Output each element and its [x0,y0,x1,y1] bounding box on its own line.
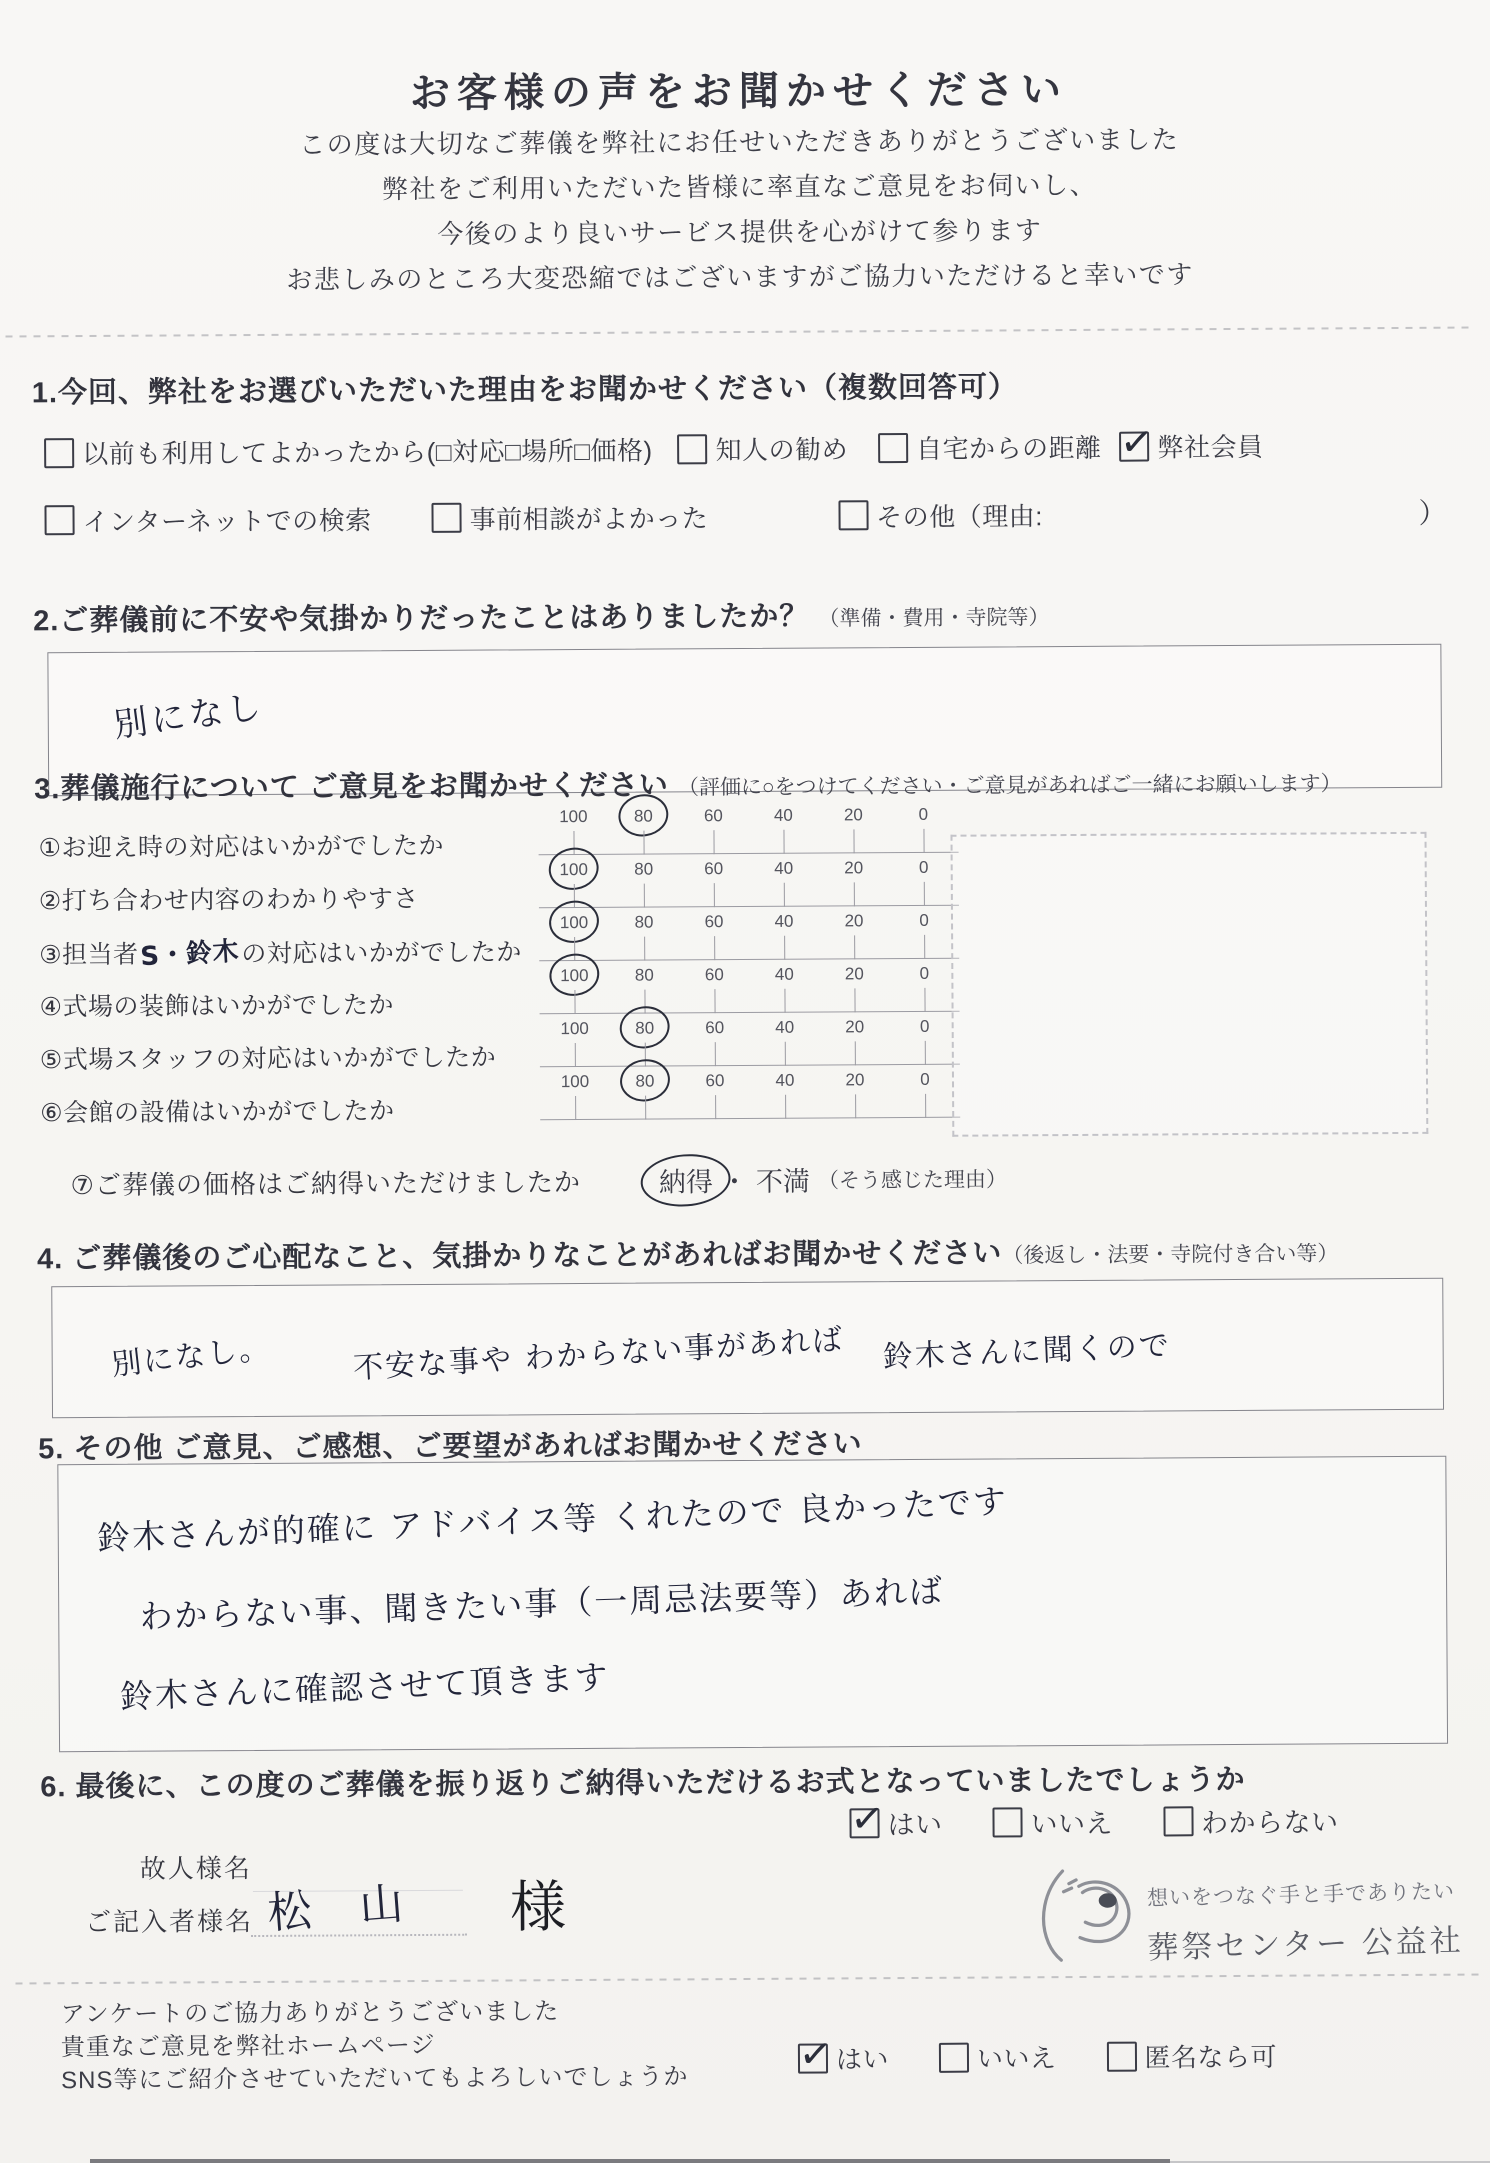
rating-scale [538,803,958,859]
checkbox-label: はい [835,2044,890,2075]
scale-value[interactable]: 0 [919,910,929,930]
checkbox[interactable] [44,438,74,468]
checkbox-label: インターネットでの検索 [82,504,372,537]
scale-value[interactable]: 60 [705,1071,725,1091]
checkbox-option [44,500,371,539]
q3-price-row [70,1154,1007,1207]
checkbox-label: 匿名なら可 [1144,2041,1278,2073]
checkbox-option [992,1802,1113,1842]
rating-row-label: ⑥会館の設備はいかがでしたか [40,1097,395,1128]
scale-cell [889,962,959,986]
deceased-name-label: 故人様名 [139,1853,252,1884]
scale-value[interactable]: 60 [705,1018,725,1038]
choice-satisfied-label: 納得 [658,1167,714,1198]
scale-value[interactable]: 0 [918,857,929,877]
scale-value[interactable]: 40 [774,858,794,878]
scale-value[interactable]: 60 [704,965,724,985]
scale-value[interactable]: 80 [634,912,654,932]
scale-value[interactable]: 100 [555,858,592,882]
checkbox-label: 弊社会員 [1157,431,1264,463]
scale-cell [540,1017,610,1041]
closing-paren: ） [1418,497,1447,529]
rating-row-label: ③担当者S・鈴木の対応はいかがでしたか [39,911,539,971]
scale-cell [678,804,748,828]
q6-heading: 6. 最後に、この度のご葬儀を振り返りご納得いただけるお式となっていましたでしょうか [40,1763,1246,1804]
scale-value[interactable]: 60 [703,806,723,826]
checkbox-option [939,2038,1057,2076]
checkbox-label: はい [887,1809,943,1841]
checkbox-option [796,2030,890,2078]
rating-row-label: ⑤式場スタッフの対応はいかがでしたか [39,1043,497,1075]
scale-cell [610,1069,680,1093]
logo-swirl-icon [1033,1864,1142,1969]
checkbox-option [1118,418,1264,466]
checkbox[interactable] [1118,418,1157,466]
scale-cell [750,1069,820,1093]
q3-price-choices [651,1154,1007,1203]
q5-answer-box[interactable] [57,1456,1448,1752]
scale-cell [538,805,608,829]
checkbox-label: 知人の勧め [715,434,849,466]
choice-unsatisfied-label: 不満 [755,1166,811,1197]
checkbox[interactable] [878,432,908,462]
rating-scale [540,1015,960,1071]
scale-value[interactable]: 100 [556,964,593,988]
handwritten-circle-mark [639,1151,733,1210]
checkbox-option [677,429,848,467]
checkbox[interactable] [677,434,707,464]
scale-cell [820,1068,890,1092]
scale-cell [609,910,679,934]
q1-options-row2 [44,492,1446,541]
checkbox-option [44,431,653,472]
q6-options [848,1795,1339,1843]
scale-value[interactable]: 80 [631,1017,658,1041]
scale-value[interactable]: 20 [844,858,864,878]
checkbox-label: その他（理由: [876,500,1044,532]
scale-value[interactable]: 80 [631,1070,658,1094]
scale-cell [680,1016,750,1040]
honorific-sama: 様 [509,1877,567,1940]
q4-heading [37,1228,1338,1277]
rating-row-label: ④式場の装飾はいかがでしたか [39,991,395,1022]
dotted-divider [5,327,1471,338]
scale-value[interactable]: 60 [704,859,724,879]
footer-options [796,2030,1278,2078]
scale-value[interactable]: 0 [919,1016,930,1036]
footer-line: 貴重なご意見を弊社ホームページ [60,2031,436,2062]
scale-value[interactable]: 100 [560,1018,589,1039]
scale-value[interactable]: 40 [775,1017,795,1037]
scale-cell [888,803,958,827]
checkbox-option [838,496,1043,534]
logo-tagline: 想いをつなぐ手と手でありたい [1146,1880,1456,1911]
scan-edge-shadow [90,2159,1170,2163]
q5-handwritten-line: 鈴木さんが的確に アドバイス等 くれたので 良かったです [96,1481,1009,1558]
rating-row [40,1015,960,1074]
q3-heading-note: （評価に○をつけてください・ご意見があればご一緒にお願いします） [677,772,1342,800]
q2-heading-text: 2.ご葬儀前に不安や気掛かりだったことはありましたか？ [33,600,810,638]
checkbox[interactable] [992,1807,1022,1837]
scale-cell [890,1015,960,1039]
scale-value[interactable]: 60 [704,912,724,932]
checkbox-label: いいえ [976,2043,1057,2074]
q5-handwritten-line: 鈴木さんに確認させて頂きます [119,1657,611,1717]
checkbox[interactable] [1163,1806,1193,1836]
intro-line: 弊社をご利用いただいた皆様に率直なご意見をお伺いし、 [381,169,1098,205]
rating-scale [540,1068,960,1124]
q2-handwritten-answer: 別になし [111,686,268,746]
scale-cell [889,856,959,880]
q4-heading-text: 4. ご葬儀後のご心配なこと、気掛かりなことがあればお聞かせください [36,1237,1003,1276]
scale-value[interactable]: 100 [559,806,588,827]
rating-row [38,803,958,862]
rating-scale [539,909,959,965]
scale-cell [748,804,818,828]
checkbox[interactable] [796,2030,835,2078]
scale-cell [819,856,889,880]
intro-line: 今後のより良いサービス提供を心がけて参ります [437,215,1043,249]
scale-value[interactable]: 100 [556,911,593,935]
scale-cell [749,857,819,881]
scale-cell [608,804,678,828]
checkbox-option [878,428,1102,466]
writer-handwritten-name: 松山 [265,1874,454,1940]
q4-answer-box[interactable] [51,1278,1444,1419]
q3-rating-grid [38,803,960,1127]
scale-cell [819,962,889,986]
scale-cell [540,1070,610,1094]
scale-value[interactable]: 0 [919,963,930,983]
scale-value[interactable]: 0 [920,1069,930,1089]
writer-name-label: ご記入者様名 [85,1906,254,1938]
checkbox-label: 事前相談がよかった [469,502,709,535]
checkbox[interactable] [1106,2041,1136,2071]
scale-value[interactable]: 40 [773,805,793,825]
checkbox[interactable] [44,505,74,535]
scale-value[interactable]: 40 [775,1070,795,1090]
scale-value[interactable]: 20 [843,805,863,825]
q1-options-row1 [44,418,1456,472]
scale-cell [819,909,889,933]
checkbox-option [848,1795,943,1843]
scale-cell [610,1016,680,1040]
logo-company-name: 葬祭センター 公益社 [1146,1922,1465,1966]
footer-line: アンケートのご協力ありがとうございました [60,1998,560,2029]
rating-row [40,1068,960,1127]
company-logo [1033,1862,1464,1969]
scale-value[interactable]: 0 [918,804,929,824]
handwritten-staff-name: S・鈴木 [139,936,241,973]
checkbox-option [432,498,709,537]
q5-handwritten-line: わからない事、聞きたい事（一周忌法要等）あれば [138,1571,945,1637]
q3-heading [34,758,1342,807]
scale-value[interactable]: 80 [634,965,654,985]
scale-value[interactable]: 40 [774,964,794,984]
scale-cell [679,963,749,987]
intro-text [0,115,1485,304]
page-title: お客様の声をお聞かせください [409,68,1069,117]
rating-row [39,856,959,915]
check-mark-icon: ✓ [1118,418,1157,466]
checkbox-label: いいえ [1030,1808,1114,1840]
scale-value[interactable]: 20 [845,1070,865,1090]
rating-row-label: ①お迎え時の対応はいかがでしたか [38,831,445,863]
q2-heading-note: （準備・費用・寺院等） [818,606,1050,631]
scale-cell [609,857,679,881]
scale-value[interactable]: 40 [774,911,794,931]
scale-value[interactable]: 20 [844,964,864,984]
scale-cell [818,803,888,827]
checkbox-label: 自宅からの距離 [916,432,1102,464]
choice-unsatisfied[interactable] [748,1156,818,1203]
footer-line: SNS等にご紹介させていただいてもよろしいでしょうか [61,2063,689,2095]
scale-cell [539,911,609,935]
scale-cell [889,909,959,933]
scale-cell [890,1068,960,1092]
footer-text [61,1994,689,2097]
scale-cell [820,1015,890,1039]
checkbox[interactable] [432,503,462,533]
q4-handwritten-segment: 不安な事や わからない事があれば [352,1322,845,1387]
checkbox[interactable] [848,1795,887,1843]
scale-cell [539,964,609,988]
rating-row [39,909,959,973]
scale-value[interactable]: 20 [844,911,864,931]
dotted-divider-bottom [15,1973,1485,1984]
q4-handwritten-segment: 鈴木さんに聞くので [882,1328,1172,1376]
scale-value[interactable]: 80 [634,859,654,879]
q5-heading: 5. その他 ご意見、ご感想、ご要望があればお聞かせください [38,1428,863,1466]
rating-row-label: ②打ち合わせ内容のわかりやすさ [38,884,419,916]
scale-value[interactable]: 20 [845,1017,865,1037]
scale-cell [679,910,749,934]
choice-satisfied[interactable] [651,1156,721,1203]
q3-price-note: （そう感じた理由） [817,1167,1007,1193]
scale-value[interactable]: 100 [560,1071,590,1092]
q2-heading [33,592,1049,639]
scale-cell [679,857,749,881]
scale-cell [750,1016,820,1040]
checkbox-option [1106,2037,1277,2075]
checkbox-label: わからない [1200,1807,1339,1839]
intro-line: お悲しみのところ大変恐縮ではございますがご協力いただけると幸いです [286,259,1194,295]
q1-heading: 1.今回、弊社をお選びいただいた理由をお聞かせください（複数回答可） [31,371,1019,410]
rating-scale [539,962,959,1018]
q3-price-label: ⑦ご葬儀の価格はご納得いただけましたか [70,1167,582,1201]
checkbox-label: 以前も利用してよかったから(□対応□場所□価格) [82,435,653,470]
checkbox[interactable] [838,500,868,530]
check-mark-icon: ✓ [796,2030,835,2078]
scale-cell [609,963,679,987]
intro-line: この度は大切なご葬儀を弊社にお任せいただきありがとうございました [299,124,1180,160]
scale-value[interactable]: 80 [630,805,657,829]
scale-cell [749,910,819,934]
checkbox[interactable] [939,2042,969,2072]
choice-separator: ・ [720,1166,749,1198]
q4-heading-note: （後返し・法要・寺院付き合い等） [1002,1242,1339,1268]
q3-heading-text: 3.葬儀施行について ご意見をお聞かせください [34,769,669,806]
scale-cell [749,963,819,987]
q4-handwritten-segment: 別になし。 [109,1330,273,1384]
logo-text [1147,1862,1464,1965]
check-mark-icon: ✓ [848,1795,887,1843]
scale-cell [680,1069,750,1093]
scale-cell [539,858,609,882]
checkbox-option [1163,1800,1339,1840]
q3-comment-box[interactable] [950,832,1428,1137]
rating-scale [539,856,959,912]
